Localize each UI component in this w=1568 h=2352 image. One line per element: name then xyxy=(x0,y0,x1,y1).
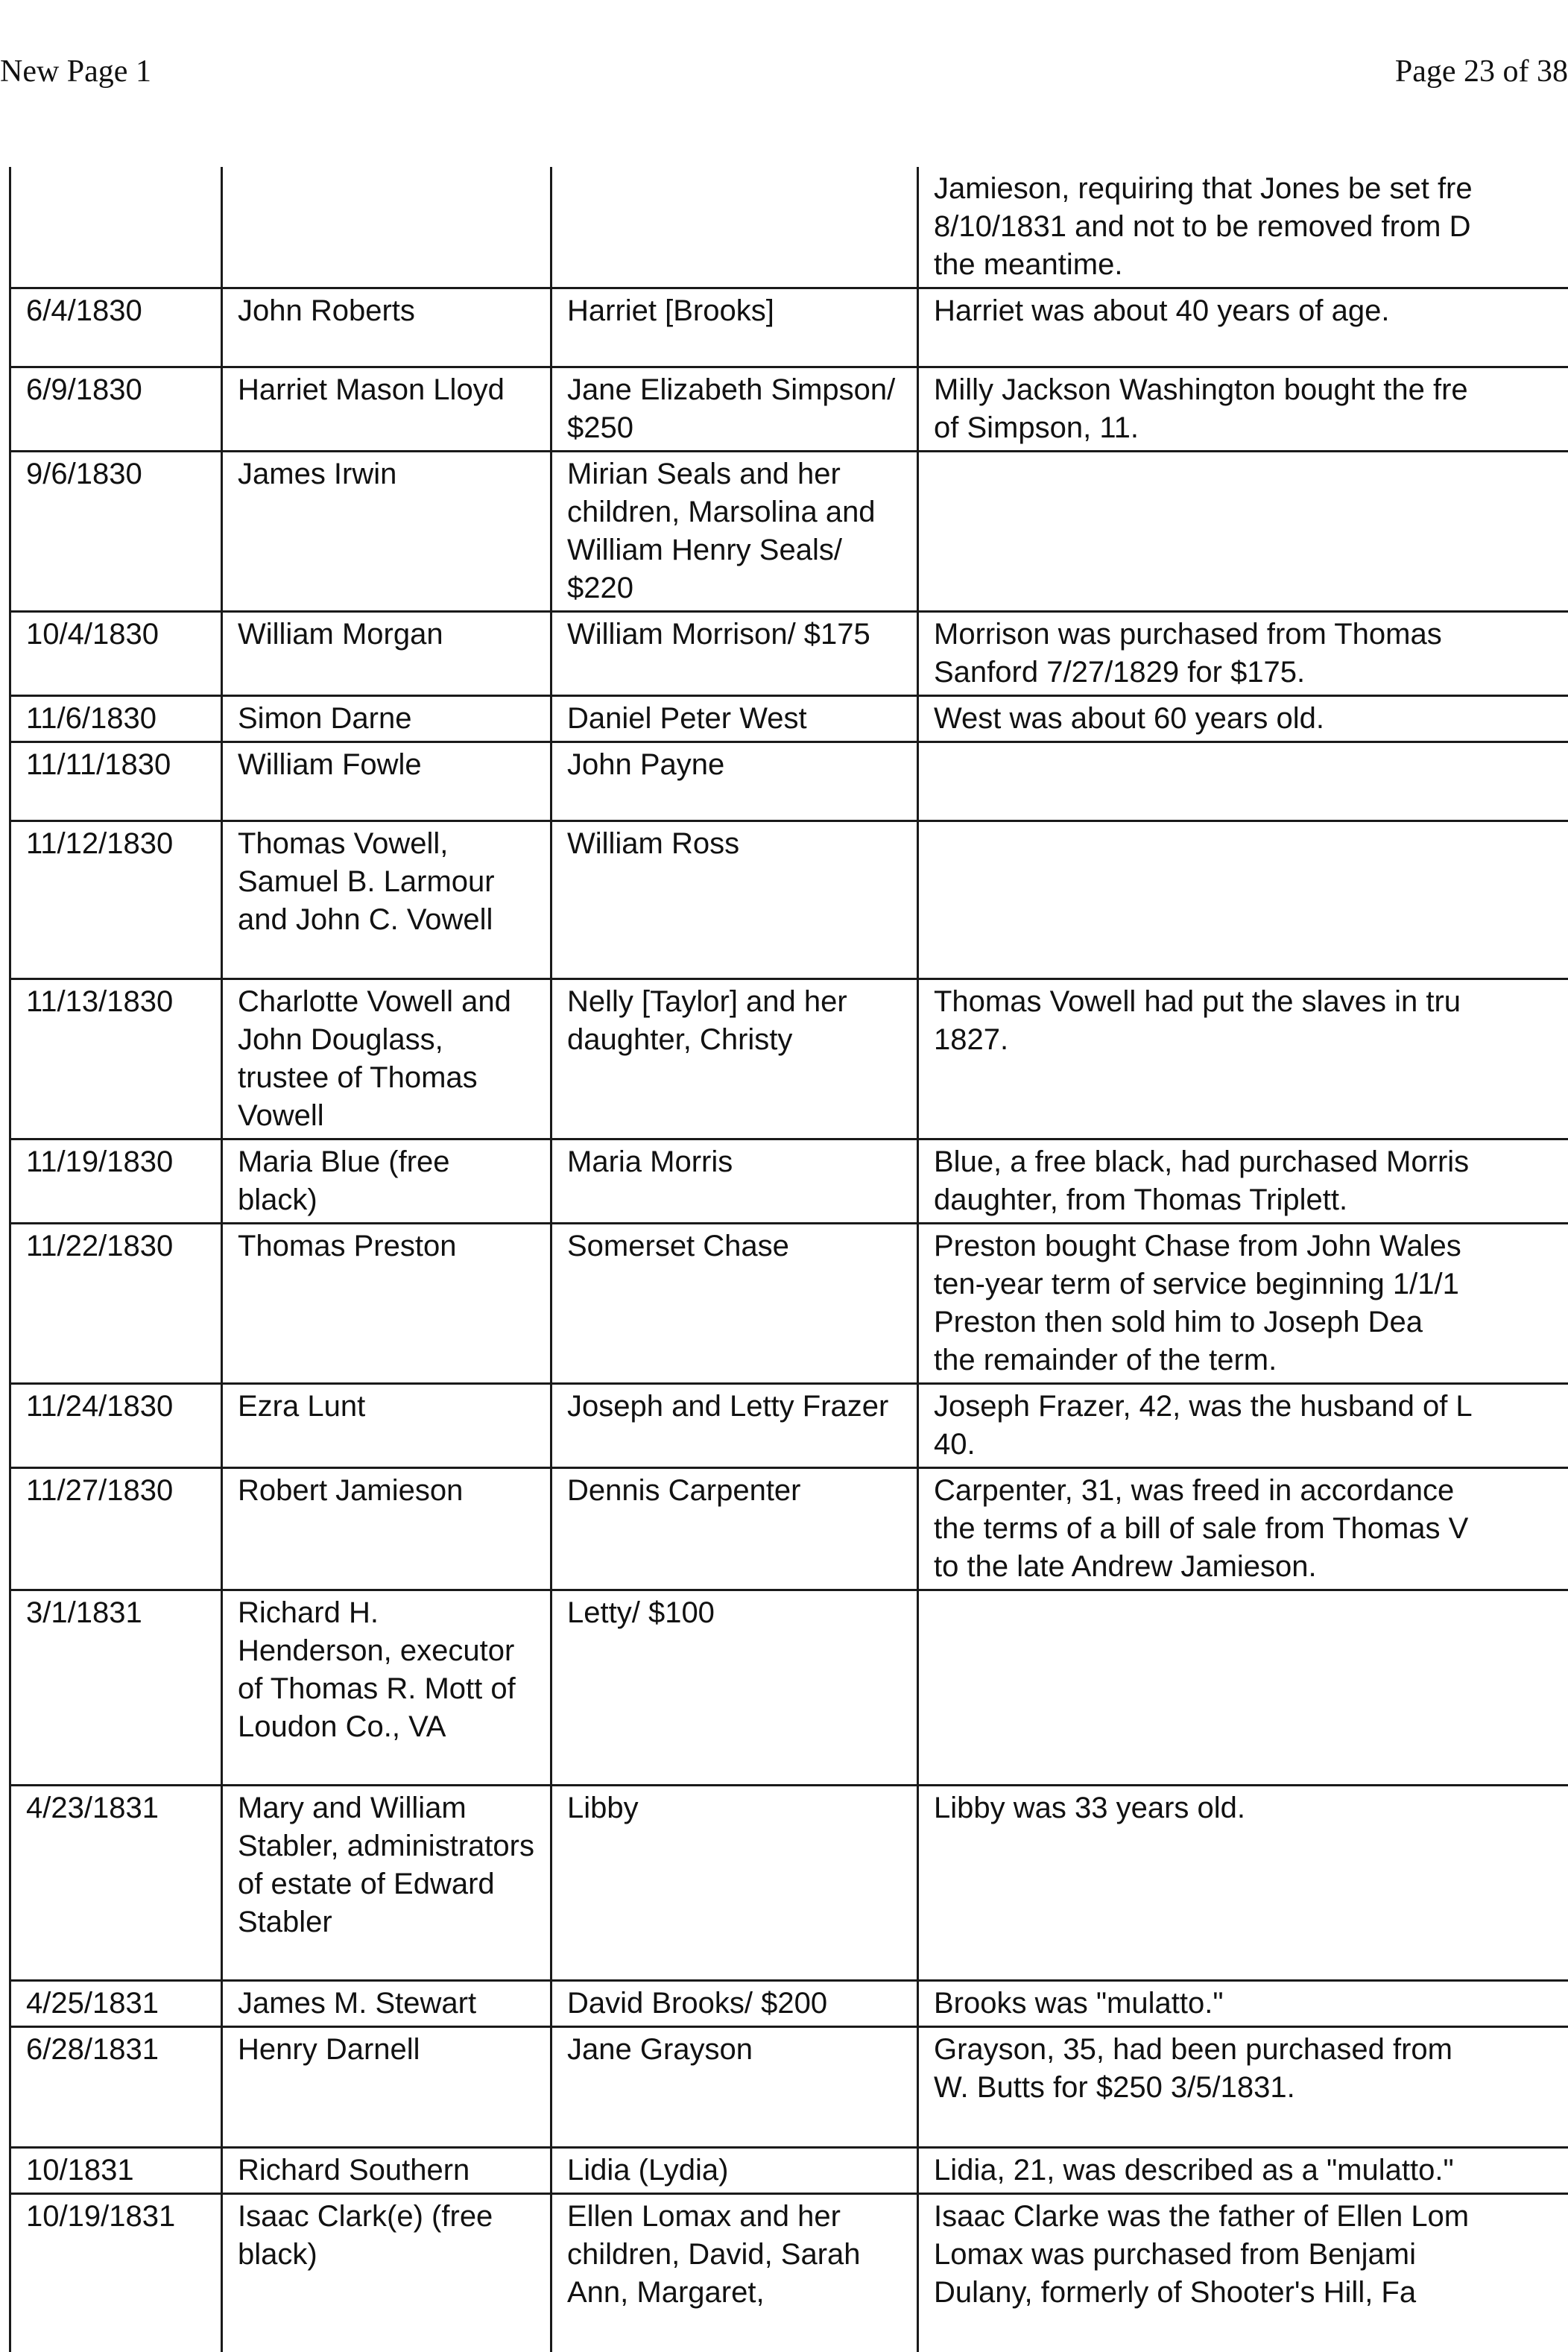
notes-line: 8/10/1831 and not to be removed from D xyxy=(934,208,1556,246)
table-row xyxy=(10,2148,1568,2194)
subject-cell: Daniel Peter West xyxy=(551,696,918,742)
subject-cell: Jane Grayson xyxy=(551,2027,918,2148)
notes-line: Libby was 33 years old. xyxy=(934,1789,1556,1827)
subject-cell xyxy=(551,167,918,288)
date-cell: 9/6/1830 xyxy=(10,452,222,612)
notes-cell xyxy=(918,367,1568,452)
notes-line: to the late Andrew Jamieson. xyxy=(934,1548,1556,1586)
notes-cell xyxy=(918,1468,1568,1590)
notes-line: Brooks was "mulatto." xyxy=(934,1985,1556,2023)
grantor-cell: Thomas Vowell, Samuel B. Larmour and John C. Vowell xyxy=(222,821,551,979)
grantor-cell xyxy=(222,167,551,288)
notes-line: Lidia, 21, was described as a "mulatto." xyxy=(934,2152,1556,2190)
grantor-cell: William Fowle xyxy=(222,742,551,821)
date-cell: 11/12/1830 xyxy=(10,821,222,979)
notes-cell xyxy=(918,1981,1568,2027)
date-cell: 10/4/1830 xyxy=(10,612,222,696)
page-title: New Page 1 xyxy=(0,54,151,89)
table-row xyxy=(10,1468,1568,1590)
grantor-cell: Isaac Clark(e) (free black) xyxy=(222,2194,551,2352)
date-cell: 11/11/1830 xyxy=(10,742,222,821)
notes-cell xyxy=(918,1786,1568,1981)
grantor-cell: Ezra Lunt xyxy=(222,1384,551,1468)
notes-line: Isaac Clarke was the father of Ellen Lom xyxy=(934,2198,1556,2236)
notes-cell xyxy=(918,821,1568,979)
notes-cell xyxy=(918,2194,1568,2352)
date-cell: 11/6/1830 xyxy=(10,696,222,742)
notes-line: Grayson, 35, had been purchased from xyxy=(934,2031,1556,2069)
subject-cell: John Payne xyxy=(551,742,918,821)
date-cell: 10/19/1831 xyxy=(10,2194,222,2352)
table-row xyxy=(10,696,1568,742)
grantor-cell: Simon Darne xyxy=(222,696,551,742)
date-cell xyxy=(10,167,222,288)
notes-cell xyxy=(918,2027,1568,2148)
notes-cell xyxy=(918,612,1568,696)
notes-line: daughter, from Thomas Triplett. xyxy=(934,1181,1556,1219)
notes-line: Thomas Vowell had put the slaves in tru xyxy=(934,983,1556,1021)
grantor-cell: John Roberts xyxy=(222,288,551,367)
notes-line: the terms of a bill of sale from Thomas V xyxy=(934,1510,1556,1548)
table-row xyxy=(10,452,1568,612)
table-row xyxy=(10,2027,1568,2148)
subject-cell: Jane Elizabeth Simpson/ $250 xyxy=(551,367,918,452)
records-body xyxy=(10,167,1568,2352)
subject-cell: Joseph and Letty Frazer xyxy=(551,1384,918,1468)
notes-line: W. Butts for $250 3/5/1831. xyxy=(934,2069,1556,2107)
date-cell: 10/1831 xyxy=(10,2148,222,2194)
table-row xyxy=(10,612,1568,696)
subject-cell: Lidia (Lydia) xyxy=(551,2148,918,2194)
notes-line: Preston bought Chase from John Wales xyxy=(934,1227,1556,1265)
date-cell: 6/4/1830 xyxy=(10,288,222,367)
grantor-cell: Richard Southern xyxy=(222,2148,551,2194)
table-row xyxy=(10,1139,1568,1224)
date-cell: 11/13/1830 xyxy=(10,979,222,1139)
notes-cell xyxy=(918,742,1568,821)
grantor-cell: Robert Jamieson xyxy=(222,1468,551,1590)
table-row xyxy=(10,742,1568,821)
notes-line: Jamieson, requiring that Jones be set fre xyxy=(934,170,1556,208)
table-row xyxy=(10,1224,1568,1384)
subject-cell: Maria Morris xyxy=(551,1139,918,1224)
notes-line: Joseph Frazer, 42, was the husband of L xyxy=(934,1388,1556,1426)
notes-line: Lomax was purchased from Benjami xyxy=(934,2236,1556,2274)
grantor-cell: William Morgan xyxy=(222,612,551,696)
date-cell: 11/27/1830 xyxy=(10,1468,222,1590)
table-row xyxy=(10,1786,1568,1981)
grantor-cell: Maria Blue (free black) xyxy=(222,1139,551,1224)
grantor-cell: Charlotte Vowell and John Douglass, trustee of Thomas Vowell xyxy=(222,979,551,1139)
table-row xyxy=(10,1384,1568,1468)
notes-cell xyxy=(918,696,1568,742)
notes-line: Milly Jackson Washington bought the fre xyxy=(934,371,1556,409)
date-cell: 6/9/1830 xyxy=(10,367,222,452)
table-row xyxy=(10,167,1568,288)
subject-cell: William Ross xyxy=(551,821,918,979)
page-indicator: Page 23 of 38 xyxy=(1395,54,1568,89)
table-row xyxy=(10,979,1568,1139)
notes-cell xyxy=(918,979,1568,1139)
notes-cell xyxy=(918,1384,1568,1468)
notes-line: ten-year term of service beginning 1/1/1 xyxy=(934,1265,1556,1303)
date-cell: 4/23/1831 xyxy=(10,1786,222,1981)
notes-line: Carpenter, 31, was freed in accordance xyxy=(934,1472,1556,1510)
grantor-cell: Harriet Mason Lloyd xyxy=(222,367,551,452)
table-row xyxy=(10,367,1568,452)
grantor-cell: James M. Stewart xyxy=(222,1981,551,2027)
date-cell: 4/25/1831 xyxy=(10,1981,222,2027)
table-row xyxy=(10,1590,1568,1786)
notes-line: Sanford 7/27/1829 for $175. xyxy=(934,654,1556,692)
date-cell: 11/24/1830 xyxy=(10,1384,222,1468)
notes-line: 40. xyxy=(934,1426,1556,1464)
subject-cell: William Morrison/ $175 xyxy=(551,612,918,696)
notes-line: of Simpson, 11. xyxy=(934,409,1556,447)
grantor-cell: Thomas Preston xyxy=(222,1224,551,1384)
notes-line: Blue, a free black, had purchased Morris xyxy=(934,1143,1556,1181)
notes-cell xyxy=(918,2148,1568,2194)
subject-cell: Ellen Lomax and her children, David, Sarah Ann, Margaret, xyxy=(551,2194,918,2352)
table-row xyxy=(10,2194,1568,2352)
grantor-cell: Mary and William Stabler, administrators of estate of Edward Stabler xyxy=(222,1786,551,1981)
records-table xyxy=(9,167,1568,2352)
notes-cell xyxy=(918,1139,1568,1224)
subject-cell: Harriet [Brooks] xyxy=(551,288,918,367)
subject-cell: Libby xyxy=(551,1786,918,1981)
subject-cell: Dennis Carpenter xyxy=(551,1468,918,1590)
date-cell: 11/22/1830 xyxy=(10,1224,222,1384)
notes-line: Preston then sold him to Joseph Dea xyxy=(934,1303,1556,1341)
notes-line: Harriet was about 40 years of age. xyxy=(934,292,1556,330)
subject-cell: Nelly [Taylor] and her daughter, Christy xyxy=(551,979,918,1139)
table-row xyxy=(10,821,1568,979)
grantor-cell: Richard H. Henderson, executor of Thomas R. Mott of Loudon Co., VA xyxy=(222,1590,551,1786)
notes-cell xyxy=(918,452,1568,612)
table-row xyxy=(10,288,1568,367)
date-cell: 6/28/1831 xyxy=(10,2027,222,2148)
grantor-cell: Henry Darnell xyxy=(222,2027,551,2148)
notes-cell xyxy=(918,288,1568,367)
notes-line: West was about 60 years old. xyxy=(934,700,1556,738)
date-cell: 11/19/1830 xyxy=(10,1139,222,1224)
subject-cell: Mirian Seals and her children, Marsolina and William Henry Seals/ $220 xyxy=(551,452,918,612)
notes-line: Dulany, formerly of Shooter's Hill, Fa xyxy=(934,2274,1556,2312)
notes-cell xyxy=(918,1224,1568,1384)
table-row xyxy=(10,1981,1568,2027)
date-cell: 3/1/1831 xyxy=(10,1590,222,1786)
notes-line: 1827. xyxy=(934,1021,1556,1059)
page-header xyxy=(0,54,1568,98)
subject-cell: David Brooks/ $200 xyxy=(551,1981,918,2027)
subject-cell: Letty/ $100 xyxy=(551,1590,918,1786)
notes-line: the remainder of the term. xyxy=(934,1341,1556,1379)
grantor-cell: James Irwin xyxy=(222,452,551,612)
subject-cell: Somerset Chase xyxy=(551,1224,918,1384)
notes-line: the meantime. xyxy=(934,246,1556,284)
notes-line: Morrison was purchased from Thomas xyxy=(934,616,1556,654)
notes-cell xyxy=(918,1590,1568,1786)
notes-cell xyxy=(918,167,1568,288)
